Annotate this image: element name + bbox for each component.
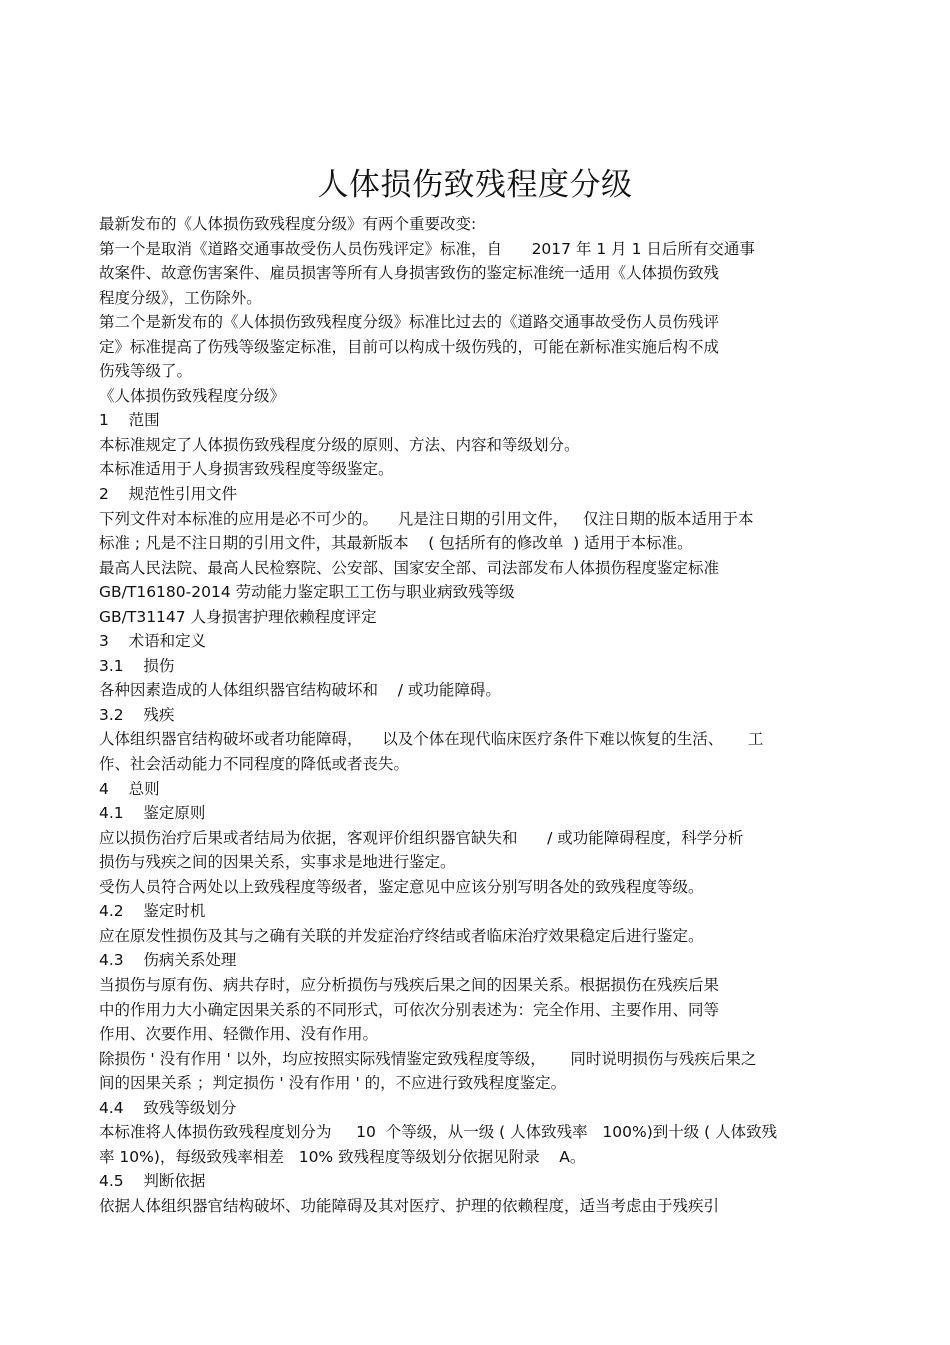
text-line: 率 10%)，每级致残率相差 10% 致残程度等级划分依据见附录 A。 [99, 1147, 586, 1166]
text-line: 受伤人员符合两处以上致残程度等级者，鉴定意见中应该分别写明各处的致残程度等级。 [99, 877, 704, 896]
text-line: 下列文件对本标准的应用是必不可少的。 凡是注日期的引用文件， 仅注日期的版本适用于本 [99, 509, 754, 528]
document-body [99, 212, 869, 1218]
text-line: 当损伤与原有伤、病共存时，应分析损伤与残疾后果之间的因果关系。根据损伤在残疾后果 [99, 975, 720, 994]
text-line: 4.4 致残等级划分 [99, 1098, 237, 1117]
text-line: 程度分级》，工伤除外。 [99, 288, 262, 307]
text-line: 标准 ; 凡是不注日期的引用文件，其最新版本 ( 包括所有的修改单 ) 适用于本标准。 [99, 534, 693, 553]
text-line: 《人体损伤致残程度分级》 [99, 386, 286, 405]
text-line: 4.2 鉴定时机 [99, 902, 206, 921]
text-line: 第二个是新发布的《人体损伤致残程度分级》标准比过去的《道路交通事故受伤人员伤残评 [99, 313, 720, 332]
text-line: 定》标准提高了伤残等级鉴定标准，目前可以构成十级伤残的，可能在新标准实施后构不成 [99, 337, 720, 356]
text-line: 本标准适用于人身损害致残程度等级鉴定。 [99, 460, 394, 479]
text-line: 2 规范性引用文件 [99, 485, 238, 504]
text-line: 依据人体组织器官结构破坏、功能障碍及其对医疗、护理的依赖程度，适当考虑由于残疾引 [99, 1196, 720, 1215]
text-line: 除损伤 ' 没有作用 ' 以外，均应按照实际残情鉴定致残程度等级， 同时说明损伤与残疾后果之 [99, 1049, 757, 1068]
text-line: 4.1 鉴定原则 [99, 804, 206, 823]
text-line: 本标准规定了人体损伤致残程度分级的原则、方法、内容和等级划分。 [99, 435, 580, 454]
text-line: 3.2 残疾 [99, 705, 175, 724]
text-line: 4.5 判断依据 [99, 1172, 206, 1191]
text-line: 作用、次要作用、轻微作用、没有作用。 [99, 1025, 379, 1044]
text-line: 3.1 损伤 [99, 656, 175, 675]
text-line: 中的作用力大小确定因果关系的不同形式，可依次分别表述为：完全作用、主要作用、同等 [99, 1000, 720, 1019]
text-line: 3 术语和定义 [99, 632, 207, 651]
text-line: 损伤与残疾之间的因果关系，实事求是地进行鉴定。 [99, 853, 456, 872]
text-line: 故案件、故意伤害案件、雇员损害等所有人身损害致伤的鉴定标准统一适用《人体损伤致残 [99, 264, 720, 283]
text-line: 4.3 伤病关系处理 [99, 951, 237, 970]
document-title: 人体损伤致残程度分级 [317, 166, 633, 203]
text-line: 应以损伤治疗后果或者结局为依据，客观评价组织器官缺失和 / 或功能障碍程度，科学分析 [99, 828, 744, 847]
text-line: 1 范围 [99, 411, 160, 430]
text-line: 最新发布的《人体损伤致残程度分级》有两个重要改变: [99, 215, 477, 233]
text-line: 各种因素造成的人体组织器官结构破坏和 / 或功能障碍。 [99, 681, 501, 700]
text-line: 应在原发性损伤及其与之确有关联的并发症治疗终结或者临床治疗效果稳定后进行鉴定。 [99, 926, 704, 945]
text-line: 最高人民法院、最高人民检察院、公安部、国家安全部、司法部发布人体损伤程度鉴定标准 [99, 558, 720, 577]
text-line: 第一个是取消《道路交通事故受伤人员伤残评定》标准，自 2017 年 1 月 1 日后所有交通事 [99, 239, 755, 258]
text-line: 本标准将人体损伤致残程度划分为 10 个等级，从一级 ( 人体致残率 100%)到十级 ( 人体致残 [99, 1123, 778, 1142]
text-line: 4 总则 [99, 779, 160, 798]
text-line: 人体组织器官结构破坏或者功能障碍， 以及个体在现代临床医疗条件下难以恢复的生活、 工 [99, 730, 764, 749]
text-line: 伤残等级了。 [99, 362, 193, 381]
text-line: GB/T31147 人身损害护理依赖程度评定 [99, 607, 377, 626]
text-line: GB/T16180-2014 劳动能力鉴定职工工伤与职业病致残等级 [99, 583, 515, 602]
text-line: 作、社会活动能力不同程度的降低或者丧失。 [99, 755, 410, 774]
text-line: 间的因果关系 ；判定损伤 ' 没有作用 ' 的，不应进行致残程度鉴定。 [99, 1074, 567, 1093]
